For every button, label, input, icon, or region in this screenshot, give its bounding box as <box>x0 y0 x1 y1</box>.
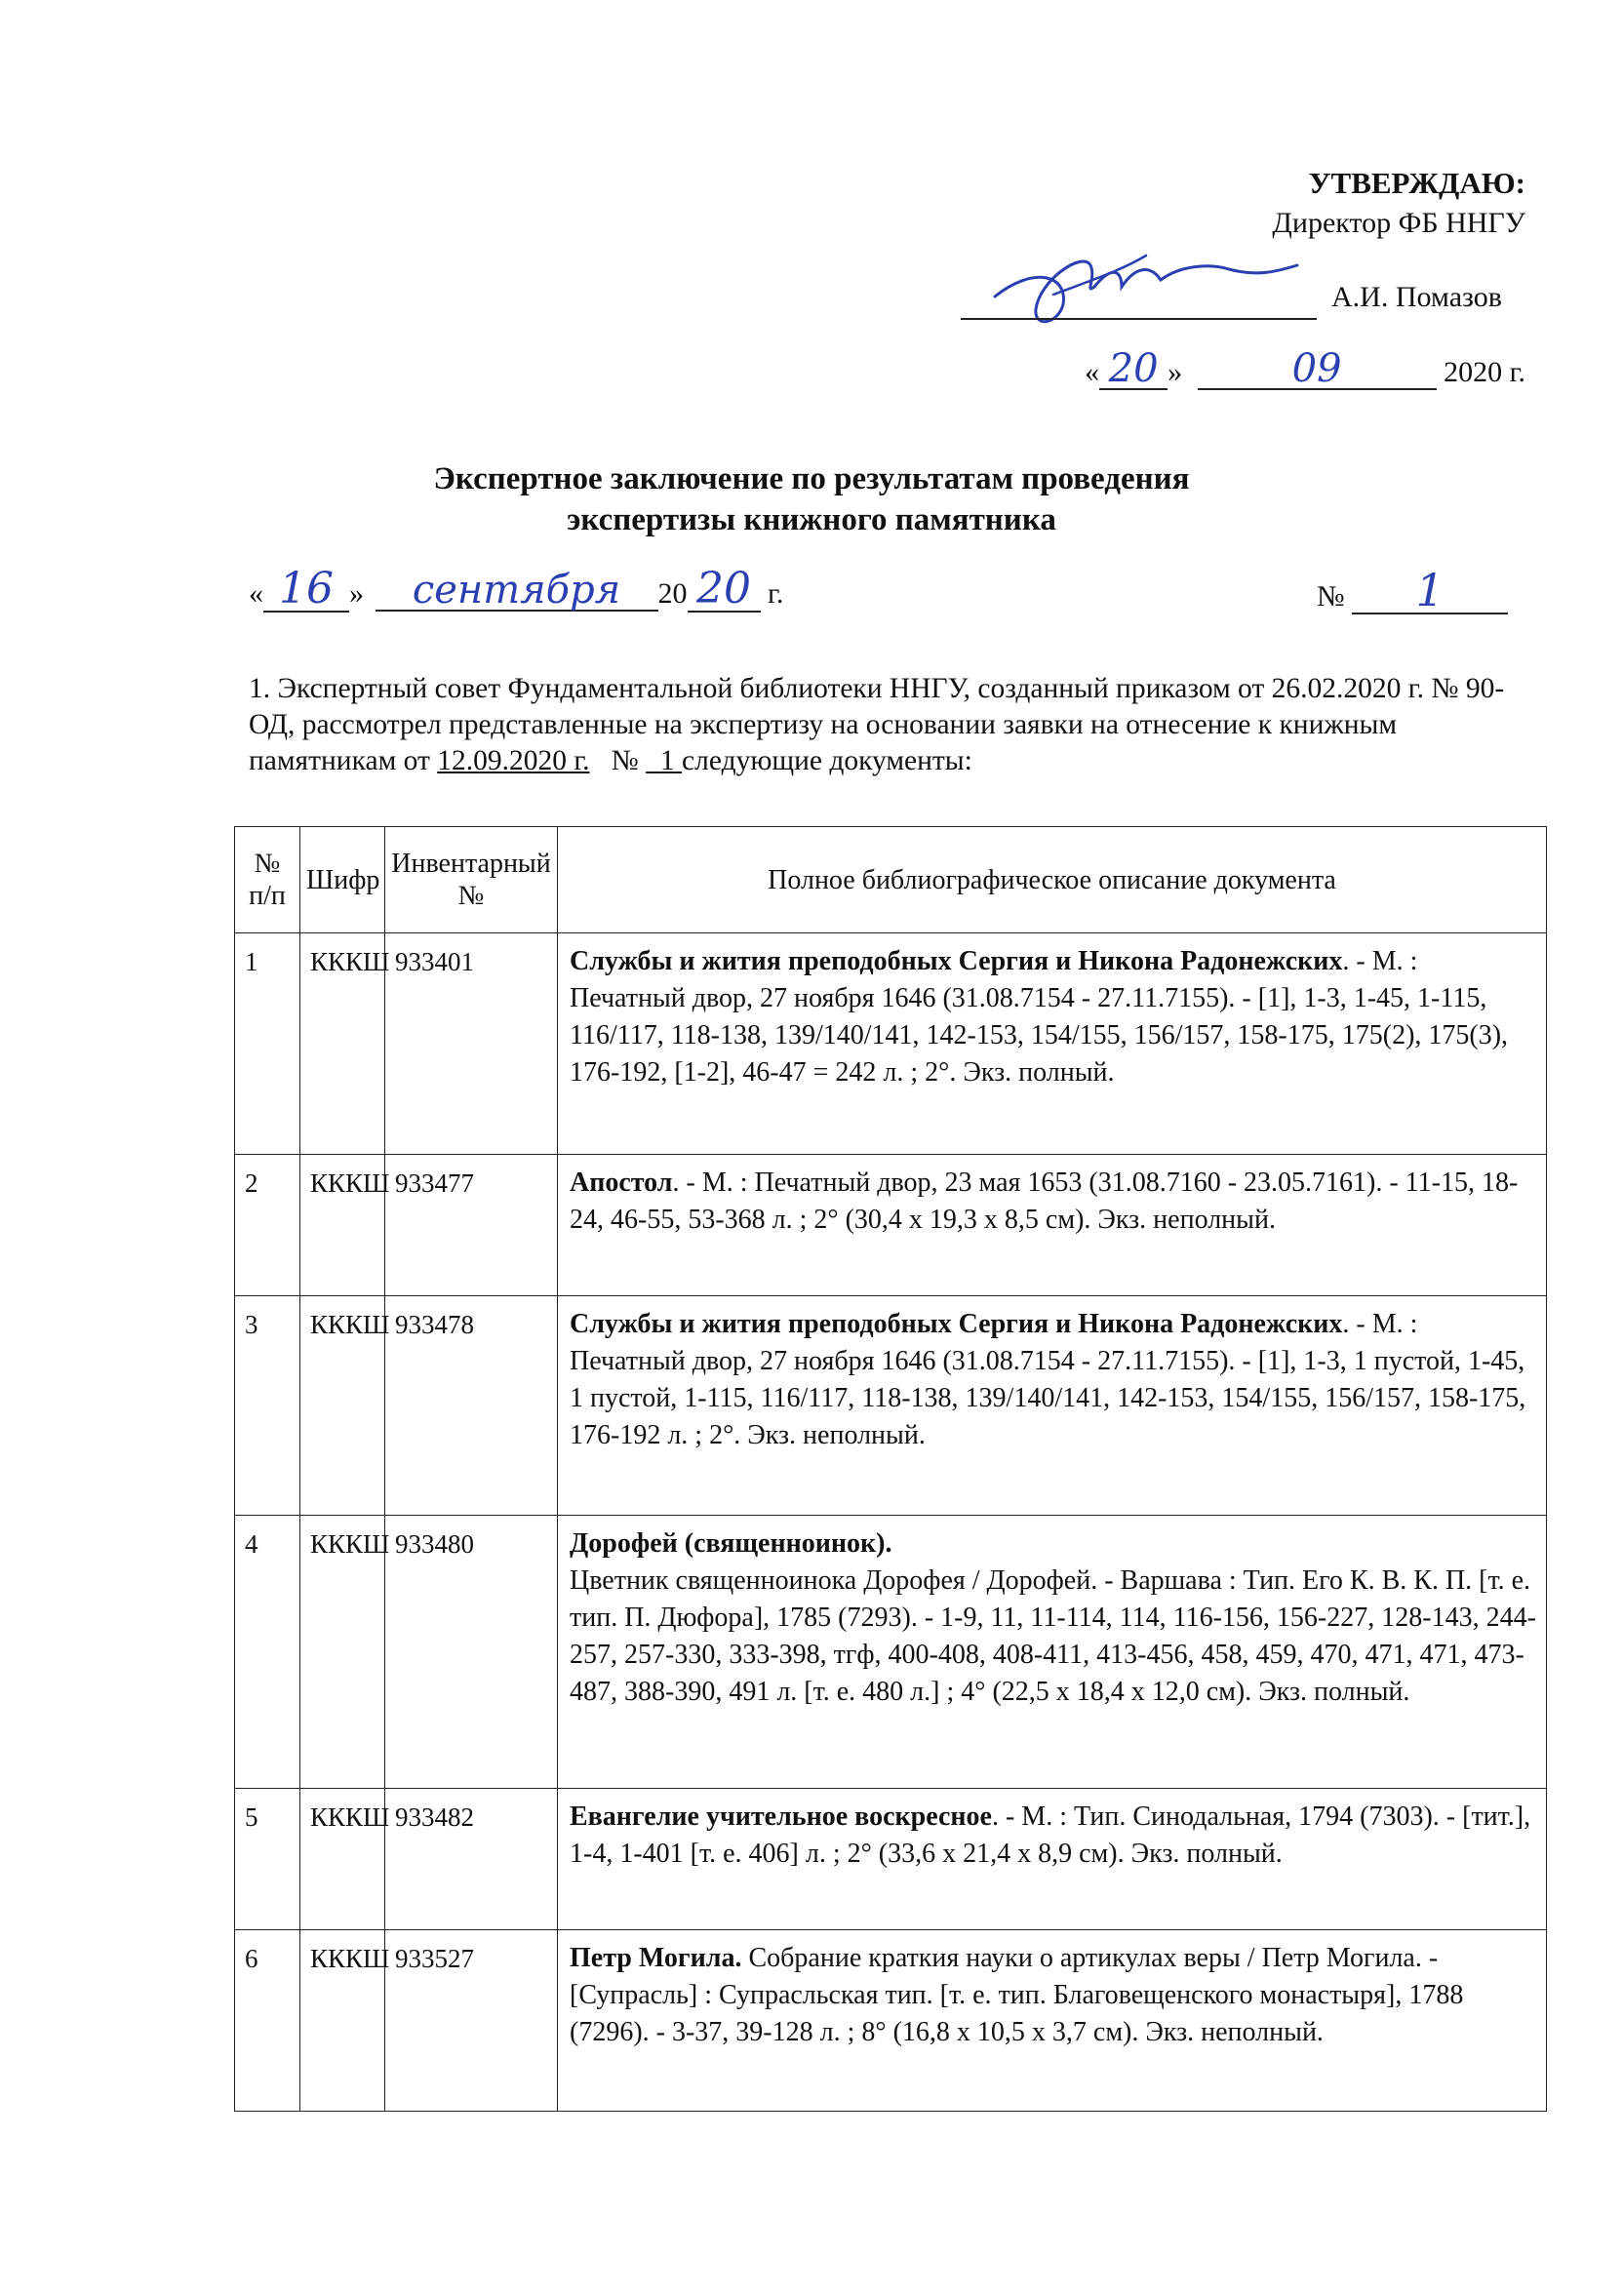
document-title-line-1: Экспертное заключение по результатам проведения <box>433 461 1190 496</box>
row-inventory: 933527 <box>385 1930 558 2112</box>
row-title: Службы и жития преподобных Сергия и Никона Радонежских <box>570 946 1343 976</box>
documents-table <box>234 826 1547 2112</box>
header-description: Полное библиографическое описание документа <box>558 827 1547 933</box>
request-number-label: № <box>611 745 639 776</box>
row-title: Евангелие учительное воскресное <box>570 1801 992 1832</box>
intro-paragraph <box>249 671 1541 779</box>
table-row <box>235 1516 1547 1789</box>
row-title: Петр Могила. <box>570 1943 742 1973</box>
row-title: Службы и жития преподобных Сергия и Никона Радонежских <box>570 1309 1343 1339</box>
table-row <box>235 1930 1547 2112</box>
conclusion-year: 20 <box>688 568 761 613</box>
conclusion-date: « 16 » сентября 20 20 г. <box>249 564 784 614</box>
request-number-value: 1 <box>659 745 675 776</box>
approval-year: 2020 г. <box>1444 356 1525 388</box>
row-description <box>558 1155 1547 1296</box>
row-title: Дорофей (священноинок). <box>570 1528 892 1559</box>
row-details: . - М. : Тип. Синодальная, 1794 (7303). - [тит.], 1-4, 1-401 [т. е. 406] л. ; 2° (33,6 х 21,4 х 8,9 см). Экз. полный. <box>570 1801 1531 1869</box>
row-num: 3 <box>235 1296 300 1516</box>
header-code: Шифр <box>300 827 385 933</box>
row-num: 1 <box>235 933 300 1155</box>
row-details: . - М. : Печатный двор, 27 ноября 1646 (31.08.7154 - 27.11.7155). - [1], 1-3, 1 пустой, 1-45, 1 пустой, 1-115, 116/117, 118-138, 139/140/141, 142-153, 154/155, 156/157, 158-175, 176-192 л. ; 2°. Экз. неполный. <box>570 1309 1526 1450</box>
conclusion-day: 16 <box>263 568 349 613</box>
row-code: КККШ <box>300 1516 385 1789</box>
intro-text-2: следующие документы: <box>682 745 972 776</box>
row-num: 2 <box>235 1155 300 1296</box>
row-inventory: 933477 <box>385 1155 558 1296</box>
row-num: 5 <box>235 1789 300 1930</box>
table-header-row <box>235 827 1547 933</box>
document-title <box>0 458 1623 540</box>
row-description <box>558 1516 1547 1789</box>
row-code: КККШ <box>300 1155 385 1296</box>
row-details: . - М. : Печатный двор, 27 ноября 1646 (31.08.7154 - 27.11.7155). - [1], 1-3, 1-45, 1-115, 116/117, 118-138, 139/140/141, 142-153, 154/155, 156/157, 158-175, 175(2), 175(3), 176-192, [1-2], 46-47 = 242 л. ; 2°. Экз. полный. <box>570 946 1509 1088</box>
row-code: КККШ <box>300 933 385 1155</box>
approval-role: Директор ФБ ННГУ <box>1272 207 1525 239</box>
row-details: Цветник священноинока Дорофея / Дорофей. - Варшава : Тип. Его К. В. К. П. [т. е. тип. П. Дюфора], 1785 (7293). - 1-9, 11, 11-114, 114, 116-156, 156-227, 128-143, 244-257, 257-330, 333-398, тгф, 400-408, 408-411, 413-456, 458, 459, 470, 471, 471, 473-487, 388-390, 491 л. [т. е. 480 л.] ; 4° (22,5 х 18,4 х 12,0 см). Экз. полный. <box>570 1565 1536 1707</box>
conclusion-year-suffix: г. <box>768 577 784 610</box>
table-row <box>235 1789 1547 1930</box>
document-title-line-2: экспертизы книжного памятника <box>567 502 1056 537</box>
row-code: КККШ <box>300 1930 385 2112</box>
header-inventory: Инвентарный № <box>385 827 558 933</box>
row-details: Собрание краткия науки о артикулах веры / Петр Могила. - [Супрасль] : Супрасльская тип. [т. е. тип. Благовещенского монастыря], 1788 (7296). - 3-37, 39-128 л. ; 8° (16,8 х 10,5 х 3,7 см). Экз. неполный. <box>570 1943 1464 2047</box>
director-name: А.И. Помазов <box>1331 281 1502 313</box>
table-row <box>235 933 1547 1155</box>
conclusion-number <box>1317 564 1508 616</box>
row-title: Апостол <box>570 1168 673 1198</box>
row-code: КККШ <box>300 1296 385 1516</box>
approval-date: « 20 » 09 2020 г. <box>1085 346 1525 391</box>
row-num: 4 <box>235 1516 300 1789</box>
row-description <box>558 1930 1547 2112</box>
row-num: 6 <box>235 1930 300 2112</box>
row-description <box>558 933 1547 1155</box>
conclusion-number-value: 1 <box>1352 568 1508 614</box>
row-description <box>558 1789 1547 1930</box>
request-date: 12.09.2020 г. <box>437 745 590 776</box>
signature-line <box>961 281 1317 320</box>
row-inventory: 933480 <box>385 1516 558 1789</box>
approval-day: 20 <box>1099 349 1168 390</box>
row-description <box>558 1296 1547 1516</box>
table-row <box>235 1296 1547 1516</box>
approval-month: 09 <box>1198 349 1437 390</box>
approval-title: УТВЕРЖДАЮ: <box>1308 166 1525 200</box>
row-inventory: 933478 <box>385 1296 558 1516</box>
conclusion-year-prefix: 20 <box>657 577 688 610</box>
row-inventory: 933482 <box>385 1789 558 1930</box>
header-num: № п/п <box>235 827 300 933</box>
row-details: . - М. : Печатный двор, 23 мая 1653 (31.08.7160 - 23.05.7161). - 11-15, 18-24, 46-55, 53-368 л. ; 2° (30,4 х 19,3 х 8,5 см). Экз. неполный. <box>570 1168 1519 1235</box>
request-number <box>646 745 682 776</box>
conclusion-month: сентября <box>376 571 658 612</box>
row-inventory: 933401 <box>385 933 558 1155</box>
intro-text-1: 1. Экспертный совет Фундаментальной библиотеки ННГУ, созданный приказом от 26.02.2020 г. № 90-ОД, рассмотрел представленные на экспертизу на основании заявки на отнесение к книжным памятникам от <box>249 673 1505 776</box>
row-code: КККШ <box>300 1789 385 1930</box>
table-row <box>235 1155 1547 1296</box>
conclusion-number-label: № <box>1317 580 1345 613</box>
